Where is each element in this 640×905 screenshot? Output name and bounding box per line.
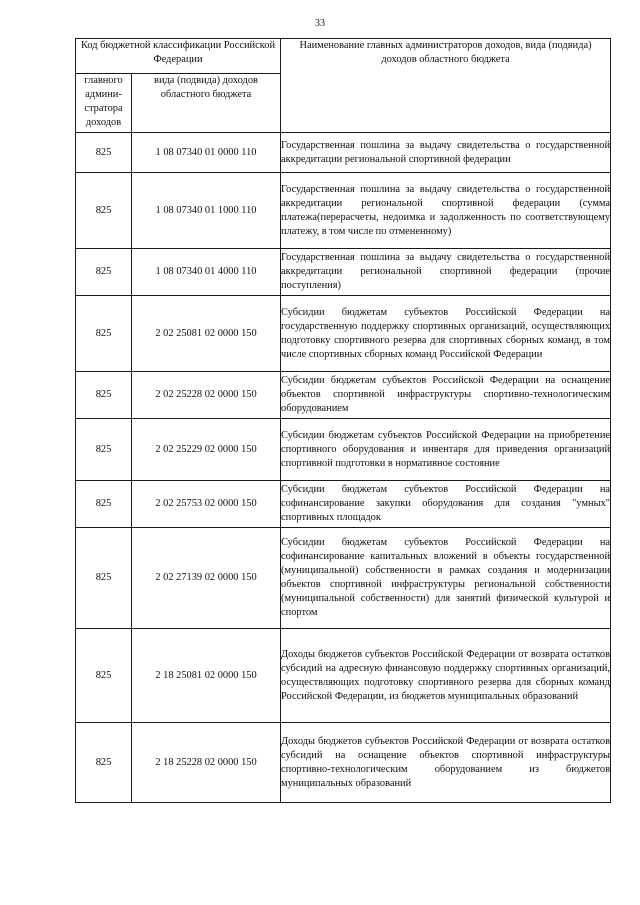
income-name-cell: Субсидии бюджетам субъектов Российской Федерации на государственную поддержку спортивных организаций, осуществляющих подготовку спортивного резерва для спортивных сборных команд, в том числе спортивных сборных команд Российской Федерации bbox=[281, 296, 611, 372]
admin-code-cell: 825 bbox=[76, 249, 132, 296]
admin-code-cell: 825 bbox=[76, 419, 132, 481]
table-row bbox=[76, 133, 611, 173]
table-row bbox=[76, 629, 611, 723]
admin-code-cell: 825 bbox=[76, 296, 132, 372]
income-code-cell: 2 18 25228 02 0000 150 bbox=[132, 723, 281, 803]
income-name-cell: Государственная пошлина за выдачу свидетельства о государственной аккредитации региональной спортивной федерации bbox=[281, 133, 611, 173]
admin-code-cell: 825 bbox=[76, 133, 132, 173]
header-row-top bbox=[76, 39, 611, 74]
income-name-cell: Доходы бюджетов субъектов Российской Федерации от возврата остатков субсидий на оснащение объектов спортивной инфраструктуры спортивно-технологическим оборудованием из бюджетов муниципальных образований bbox=[281, 723, 611, 803]
table-row bbox=[76, 481, 611, 528]
income-name-cell: Государственная пошлина за выдачу свидетельства о государственной аккредитации региональной спортивной федерации (сумма платежа(перерасчеты, недоимка и задолженность по соответствующему платежу, в том числе по отмененному) bbox=[281, 173, 611, 249]
income-name-cell: Субсидии бюджетам субъектов Российской Федерации на софинансирование капитальных вложений в объекты государственной (муниципальной) собственности в рамках создания и модернизации объектов спортивной инфраструктуры региональной собственности (муниципальной собственности) для занятий физической культурой и спортом bbox=[281, 528, 611, 629]
table-body bbox=[76, 133, 611, 803]
header-code: вида (подвида) доходов областного бюджета bbox=[132, 74, 281, 133]
income-name-cell: Доходы бюджетов субъектов Российской Федерации от возврата остатков субсидий на адресную финансовую поддержку спортивных организаций, осуществляющих подготовку спортивного резерва для сборных команд Российской Федерации, из бюджетов муниципальных образований bbox=[281, 629, 611, 723]
admin-code-cell: 825 bbox=[76, 372, 132, 419]
header-classification-code: Код бюджетной классификации Российской Федерации bbox=[76, 39, 281, 74]
income-code-cell: 2 02 25753 02 0000 150 bbox=[132, 481, 281, 528]
table-row bbox=[76, 173, 611, 249]
income-code-cell: 2 18 25081 02 0000 150 bbox=[132, 629, 281, 723]
table-row bbox=[76, 296, 611, 372]
table-row bbox=[76, 528, 611, 629]
income-name-cell: Субсидии бюджетам субъектов Российской Федерации на оснащение объектов спортивной инфраструктуры спортивно-технологическим оборудованием bbox=[281, 372, 611, 419]
income-code-cell: 1 08 07340 01 1000 110 bbox=[132, 173, 281, 249]
table-row bbox=[76, 419, 611, 481]
admin-code-cell: 825 bbox=[76, 723, 132, 803]
income-name-cell: Субсидии бюджетам субъектов Российской Федерации на софинансирование закупки оборудования для создания "умных" спортивных площадок bbox=[281, 481, 611, 528]
income-code-cell: 2 02 25229 02 0000 150 bbox=[132, 419, 281, 481]
income-code-cell: 2 02 27139 02 0000 150 bbox=[132, 528, 281, 629]
header-name: Наименование главных администраторов доходов, вида (подвида) доходов областного бюджета bbox=[281, 39, 611, 133]
admin-code-cell: 825 bbox=[76, 173, 132, 249]
admin-code-cell: 825 bbox=[76, 629, 132, 723]
income-code-cell: 2 02 25228 02 0000 150 bbox=[132, 372, 281, 419]
admin-code-cell: 825 bbox=[76, 528, 132, 629]
table-row bbox=[76, 372, 611, 419]
budget-classification-table bbox=[75, 38, 611, 803]
table-row bbox=[76, 723, 611, 803]
header-admin: главного админи-стратора доходов bbox=[76, 74, 132, 133]
income-code-cell: 2 02 25081 02 0000 150 bbox=[132, 296, 281, 372]
page-number: 33 bbox=[315, 18, 325, 29]
income-code-cell: 1 08 07340 01 0000 110 bbox=[132, 133, 281, 173]
admin-code-cell: 825 bbox=[76, 481, 132, 528]
income-name-cell: Государственная пошлина за выдачу свидетельства о государственной аккредитации региональной спортивной федерации (прочие поступления) bbox=[281, 249, 611, 296]
table-row bbox=[76, 249, 611, 296]
income-code-cell: 1 08 07340 01 4000 110 bbox=[132, 249, 281, 296]
income-name-cell: Субсидии бюджетам субъектов Российской Федерации на приобретение спортивного оборудования и инвентаря для приведения организаций спортивной подготовки в нормативное состояние bbox=[281, 419, 611, 481]
